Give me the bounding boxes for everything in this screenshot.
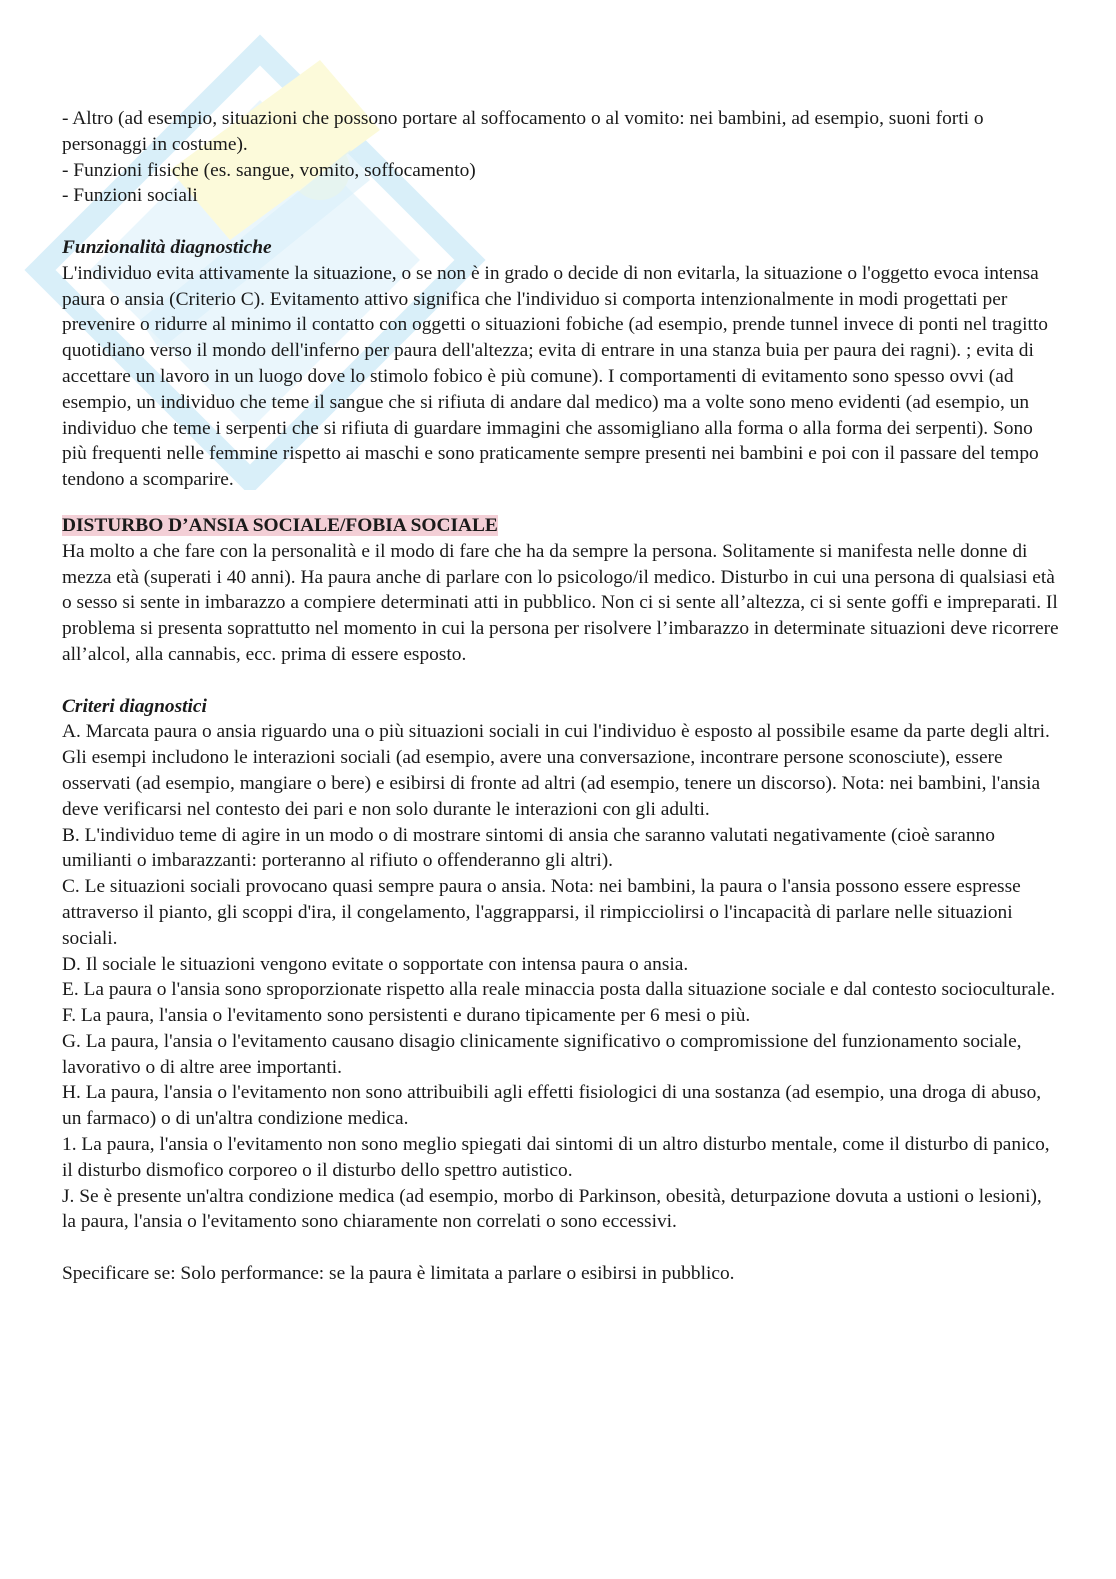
criterion-item: D. Il sociale le situazioni vengono evitate o sopportate con intensa paura o ansia.	[62, 953, 689, 975]
criterion-item: G. La paura, l'ansia o l'evitamento causano disagio clinicamente significativo o compromissione del funzionamento sociale, lavorativo o di altre aree importanti.	[62, 1030, 1022, 1078]
paragraph-ansia-sociale: Ha molto a che fare con la personalità e il modo di fare che ha da sempre la persona. Solitamente si manifesta nelle donne di mezza età (superati i 40 anni). Ha paura anche di parlare con lo psicologo/il medico. Disturbo in cui una persona di qualsiasi età o sesso si sente in imbarazzo a compiere determinati atti in pubblico. Non ci si sente all’altezza, ci si sente goffi e impreparati. Il problema si presenta soprattutto nel momento in cui la persona per risolvere l’imbarazzo in determinate situazioni deve ricorrere all’alcol, alla cannabis, ecc. prima di essere esposto.	[62, 540, 1059, 665]
criterion-item: E. La paura o l'ansia sono sproporzionate rispetto alla reale minaccia posta dalla situazione sociale e dal contesto socioculturale.	[62, 979, 1056, 1001]
criterion-item: C. Le situazioni sociali provocano quasi sempre paura o ansia. Nota: nei bambini, la paura o l'ansia possono essere espresse attraverso il pianto, gli scoppi d'ira, il congelamento, l'aggrapparsi, il rimpicciolirsi o l'incapacità di parlare nelle situazioni sociali.	[62, 876, 1021, 949]
section-heading-funzionalita: Funzionalità diagnostiche	[62, 236, 272, 258]
list-item: - Funzioni fisiche (es. sangue, vomito, soffocamento)	[62, 159, 476, 181]
paragraph-funzionalita: L'individuo evita attivamente la situazione, o se non è in grado o decide di non evitarla, la situazione o l'oggetto evoca intensa paura o ansia (Criterio C). Evitamento attivo significa che l'individuo si comporta intenzionalmente in modi progettati per prevenire o ridurre al minimo il contatto con oggetti o situazioni fobiche (ad esempio, prende tunnel invece di ponti nel tragitto quotidiano verso il mondo dell'inferno per paura dell'altezza; evita di entrare in una stanza buia per paura dei ragni). ; evita di accettare un lavoro in un luogo dove lo stimolo fobico è più comune). I comportamenti di evitamento sono spesso ovvi (ad esempio, un individuo che teme il sangue che si rifiuta di andare dal medico) ma a volte sono meno evidenti (ad esempio, un individuo che teme i serpenti che si rifiuta di guardare immagini che assomigliano alla forma o alla forma dei serpenti). Sono più frequenti nelle femmine rispetto ai maschi e sono praticamente sempre presenti nei bambini e poi con il passare del tempo tendono a scomparire.	[62, 262, 1048, 491]
intro-list	[62, 106, 1060, 209]
specifier-text: Specificare se: Solo performance: se la paura è limitata a parlare o esibirsi in pubblico.	[62, 1263, 735, 1285]
section-heading-criteri: Criteri diagnostici	[62, 695, 207, 717]
section-title-ansia-sociale	[62, 513, 1060, 539]
criterion-item: H. La paura, l'ansia o l'evitamento non sono attribuibili agli effetti fisiologici di una sostanza (ad esempio, una droga di abuso, un farmaco) o di un'altra condizione medica.	[62, 1082, 1042, 1130]
list-item: - Funzioni sociali	[62, 185, 198, 207]
highlighted-title: DISTURBO D’ANSIA SOCIALE/FOBIA SOCIALE	[62, 514, 498, 536]
criterion-item: J. Se è presente un'altra condizione medica (ad esempio, morbo di Parkinson, obesità, deturpazione dovuta a ustioni o lesioni), la paura, l'ansia o l'evitamento sono chiaramente non correlati o sono eccessivi.	[62, 1185, 1042, 1233]
criterion-item: B. L'individuo teme di agire in un modo o di mostrare sintomi di ansia che saranno valutati negativamente (cioè saranno umilianti o imbarazzanti: porteranno al rifiuto o offenderanno gli altri).	[62, 824, 995, 872]
list-item: - Altro (ad esempio, situazioni che possono portare al soffocamento o al vomito: nei bambini, ad esempio, suoni forti o personaggi in costume).	[62, 108, 984, 155]
document-page	[62, 106, 1060, 1287]
criterion-item: 1. La paura, l'ansia o l'evitamento non sono meglio spiegati dai sintomi di un altro disturbo mentale, come il disturbo di panico, il disturbo dismofico corporeo o il disturbo dello spettro autistico.	[62, 1134, 1050, 1181]
criterion-item: F. La paura, l'ansia o l'evitamento sono persistenti e durano tipicamente per 6 mesi o più.	[62, 1005, 751, 1027]
criterion-item: A. Marcata paura o ansia riguardo una o più situazioni sociali in cui l'individuo è esposto al possibile esame da parte degli altri. Gli esempi includono le interazioni sociali (ad esempio, avere una conversazione, incontrare persone sconosciute), essere osservati (ad esempio, mangiare o bere) e esibirsi di fronte ad altri (ad esempio, tenere un discorso). Nota: nei bambini, l'ansia deve verificarsi nel contesto dei pari e non solo durante le interazioni con gli adulti.	[62, 721, 1050, 820]
criteria-list	[62, 719, 1060, 1235]
